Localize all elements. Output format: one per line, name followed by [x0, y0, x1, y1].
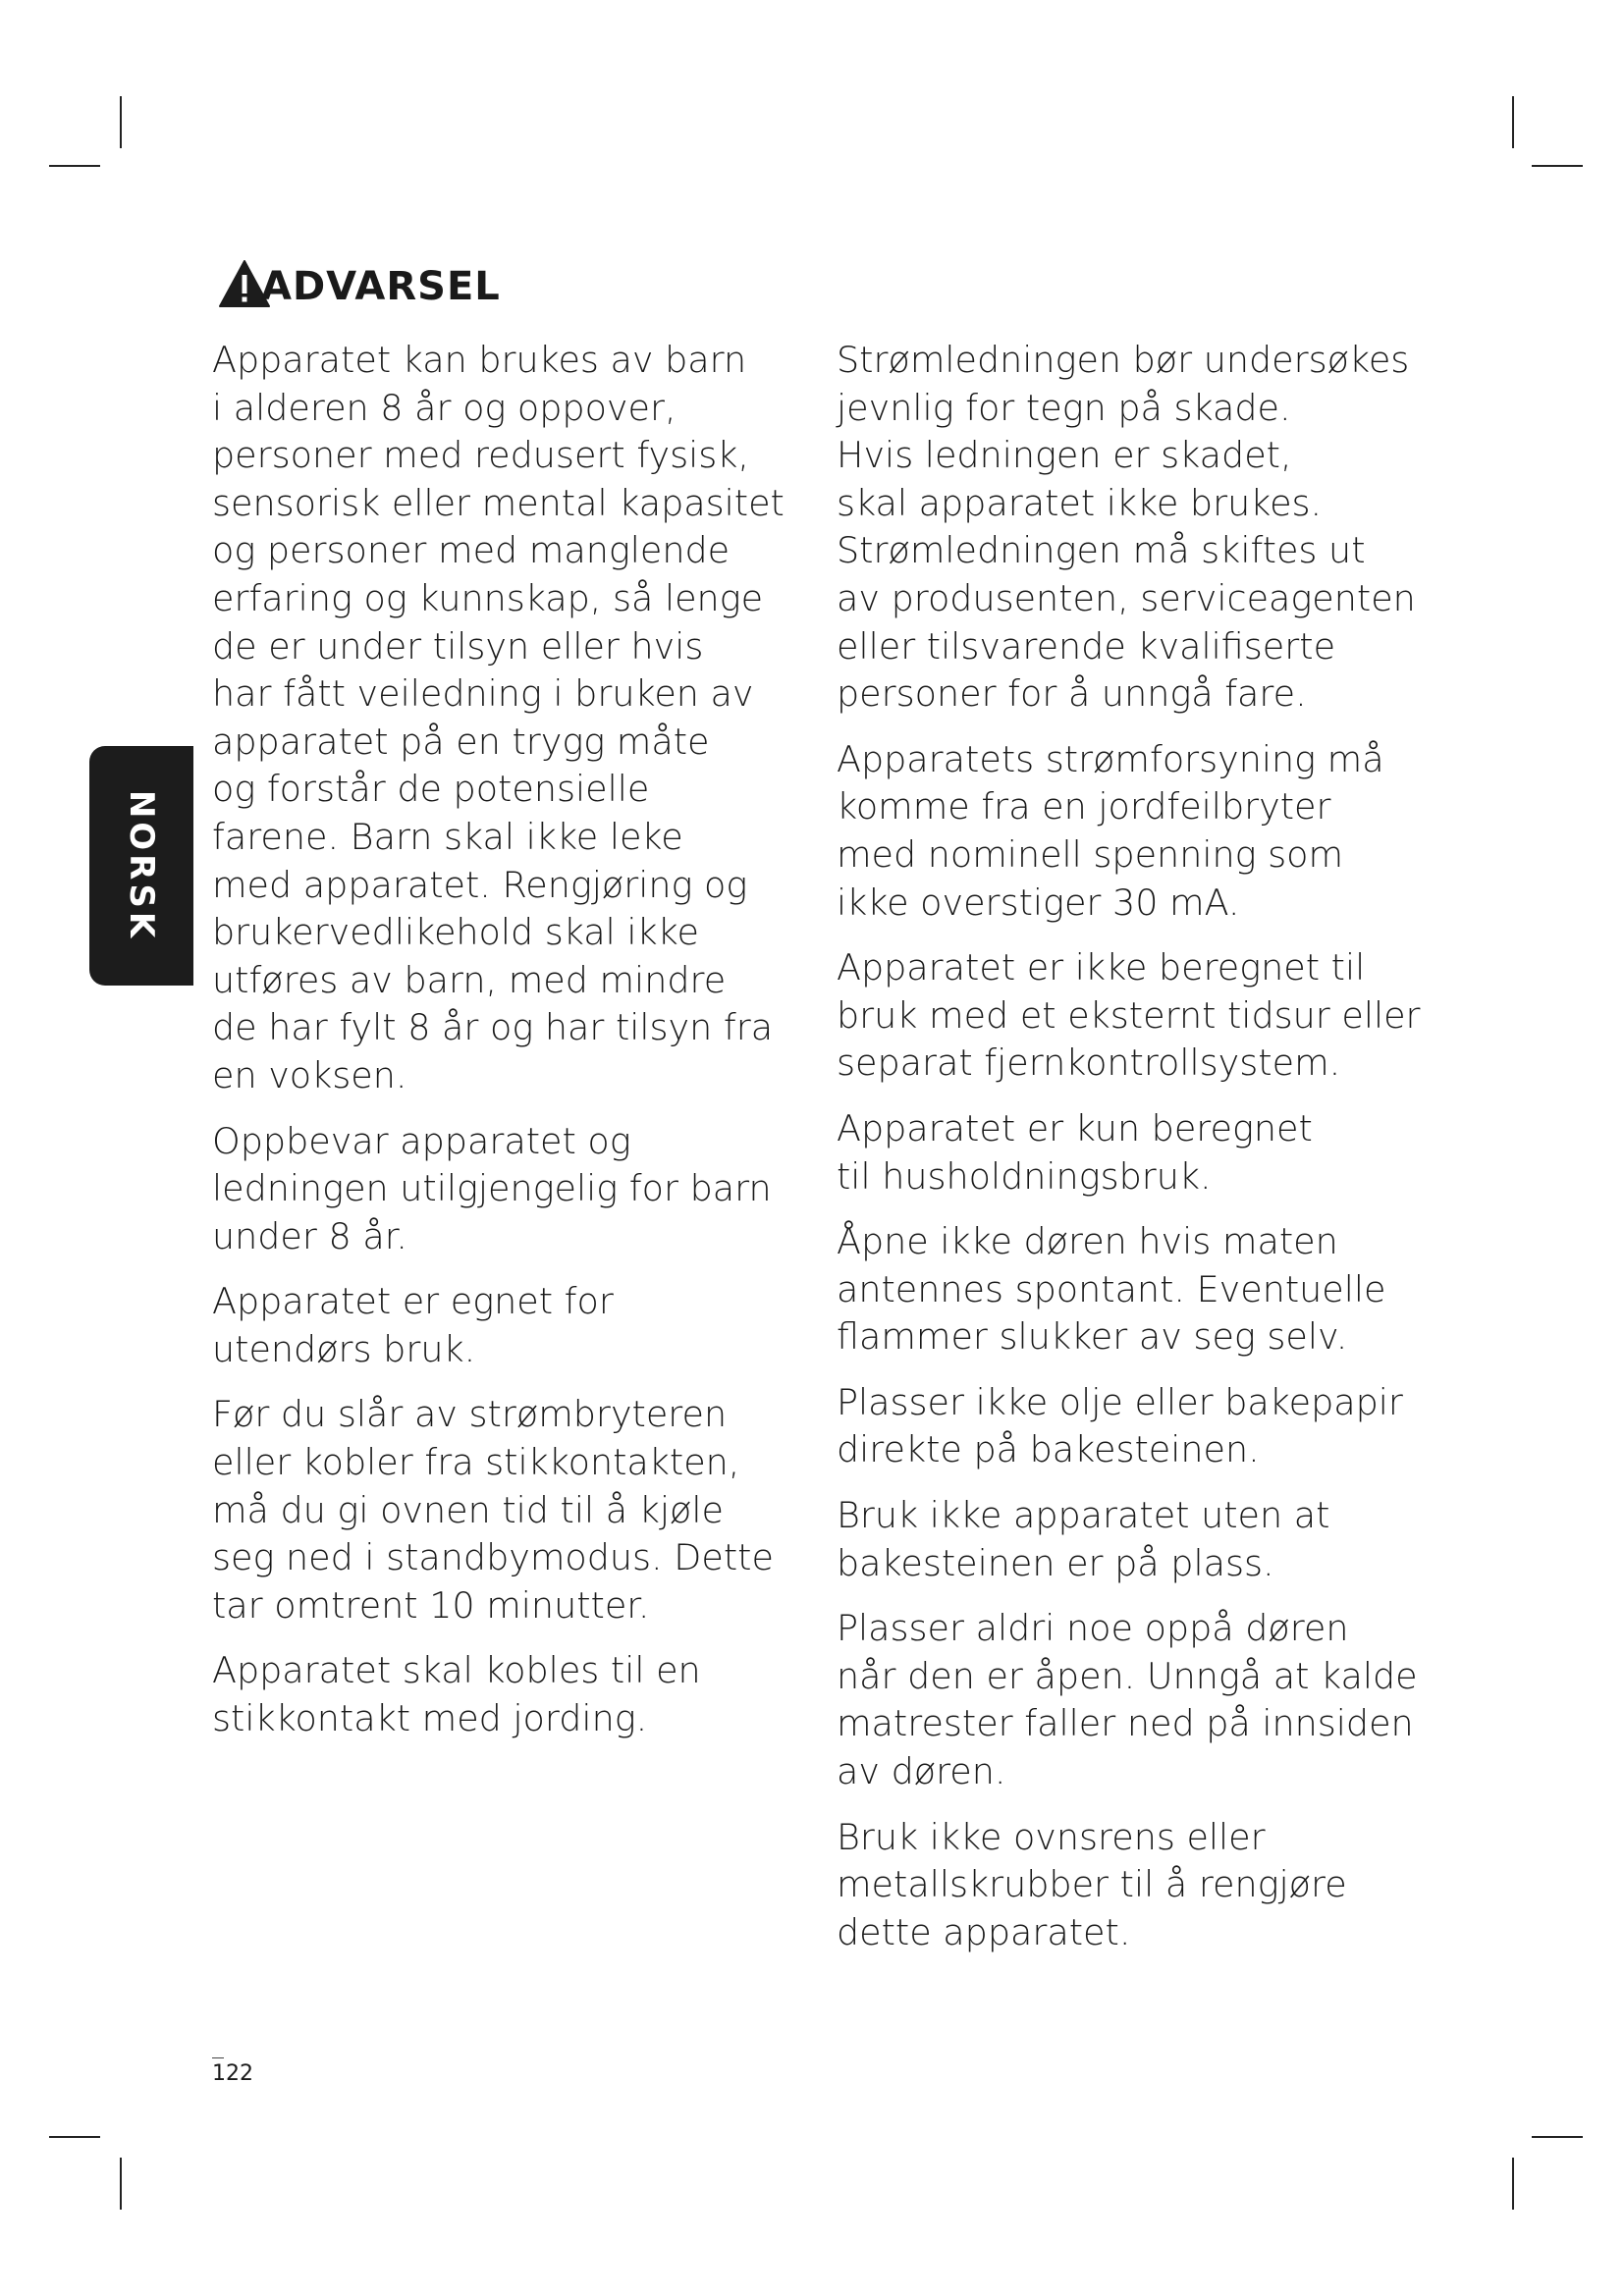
crop-mark-bottom-right-vertical — [1512, 2158, 1514, 2210]
right-column — [837, 337, 1435, 1974]
left-column — [212, 337, 801, 1761]
crop-mark-top-right-vertical — [1512, 96, 1514, 148]
paragraph: Apparatet skal kobles til en stikkontakt med jording. — [212, 1649, 701, 1740]
paragraph: Åpne ikke døren hvis maten antennes spontant. Eventuelle flammer slukker av seg selv. — [837, 1220, 1386, 1359]
paragraph: Apparatets strømforsyning må komme fra en jordfeilbryter med nominell spenning som ikke overstiger 30 mA. — [837, 737, 1384, 924]
paragraph: Bruk ikke ovnsrens eller metallskrubber til å rengjøre dette apparatet. — [837, 1815, 1347, 1953]
warning-heading — [218, 257, 501, 308]
language-side-tab-label: NORSK — [122, 789, 161, 942]
paragraph: Plasser aldri noe oppå døren når den er åpen. Unngå at kalde matrester faller ned på innsiden av døren. — [837, 1607, 1418, 1793]
paragraph: Bruk ikke apparatet uten at bakesteinen er på plass. — [837, 1494, 1330, 1584]
paragraph: Strømledningen bør undersøkes jevnlig for tegn på skade. Hvis ledningen er skadet, skal apparatet ikke brukes. Strømledningen må skiftes ut av produsenten, serviceagenten eller tilsvarende kvalifiserte personer for å unngå fare. — [837, 339, 1416, 716]
paragraph: Før du slår av strømbryteren eller kobler fra stikkontakten, må du gi ovnen tid til å kjøle seg ned i standbymodus. Dette tar omtrent 10 minutter. — [212, 1393, 774, 1627]
page-number: 122 — [212, 2061, 253, 2086]
crop-mark-bottom-left-vertical — [120, 2158, 122, 2210]
heading-title: ADVARSEL — [261, 264, 501, 309]
crop-mark-bottom-left-horizontal — [49, 2136, 100, 2138]
paragraph: Plasser ikke olje eller bakepapir direkte på bakesteinen. — [837, 1380, 1403, 1471]
paragraph: Apparatet er kun beregnet til husholdningsbruk. — [837, 1106, 1313, 1198]
paragraph: Apparatet er egnet for utendørs bruk. — [212, 1280, 614, 1370]
paragraph: Apparatet kan brukes av barn i alderen 8 år og oppover, personer med redusert fysisk, sensorisk eller mental kapasitet og personer med manglende erfaring og kunnskap, så lenge de er under tilsyn eller hvis har fått veiledning i bruken av apparatet på en trygg måte og forstår de potensielle farene. Barn skal ikke leke med apparatet. Rengjøring og brukervedlikehold skal ikke utføres av barn, med mindre de har fylt 8 år og har tilsyn fra en voksen. — [212, 339, 785, 1096]
crop-mark-bottom-right-horizontal — [1532, 2136, 1583, 2138]
paragraph: Apparatet er ikke beregnet til bruk med et eksternt tidsur eller separat fjernkontrollsystem. — [837, 946, 1421, 1085]
paragraph: Oppbevar apparatet og ledningen utilgjengelig for barn under 8 år. — [212, 1119, 772, 1257]
crop-mark-top-right-horizontal — [1532, 165, 1583, 167]
crop-mark-top-left-vertical — [120, 96, 122, 148]
page-number-rule — [212, 2057, 224, 2058]
crop-mark-top-left-horizontal — [49, 165, 100, 167]
